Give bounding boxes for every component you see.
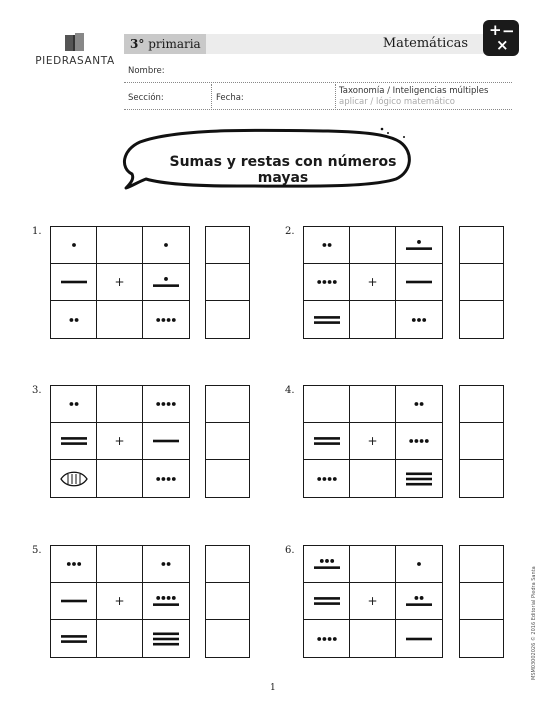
grid-cell <box>97 227 143 264</box>
grid-cell <box>304 227 350 264</box>
exercise-number: 2. <box>285 226 295 237</box>
grid-cell <box>396 620 442 657</box>
maya-operation-grid <box>303 226 443 339</box>
maya-numeral-10 <box>310 428 344 454</box>
maya-numeral-1 <box>57 232 91 258</box>
exercise-number: 4. <box>285 385 295 396</box>
answer-slot[interactable] <box>206 620 249 657</box>
answer-slot[interactable] <box>206 546 249 583</box>
answer-slot[interactable] <box>206 386 249 423</box>
maya-numeral-15 <box>402 466 436 492</box>
maya-numeral-2 <box>402 391 436 417</box>
grid-cell <box>97 301 143 338</box>
grid-cell <box>143 264 189 301</box>
maya-numeral-2 <box>149 551 183 577</box>
answer-slot[interactable] <box>460 620 503 657</box>
maya-numeral-10 <box>57 428 91 454</box>
subject-title: Matemáticas <box>206 34 488 54</box>
divider <box>124 82 512 83</box>
grid-cell <box>304 583 350 620</box>
maya-numeral-8 <box>310 551 344 577</box>
grid-cell <box>304 423 350 460</box>
grid-cell <box>396 583 442 620</box>
answer-slot[interactable] <box>460 423 503 460</box>
grid-cell <box>97 386 143 423</box>
grid-cell <box>396 227 442 264</box>
grid-cell <box>51 460 97 497</box>
grid-cell <box>51 227 97 264</box>
section-field-label: Sección: <box>128 93 164 103</box>
maya-numeral-2 <box>310 232 344 258</box>
plus-operator: + <box>114 275 125 289</box>
maya-numeral-15 <box>149 626 183 652</box>
grid-cell <box>51 264 97 301</box>
maya-numeral-10 <box>310 307 344 333</box>
grade-label <box>124 34 206 54</box>
answer-slot[interactable] <box>206 583 249 620</box>
maya-numeral-10 <box>310 588 344 614</box>
maya-numeral-4 <box>402 428 436 454</box>
grid-cell <box>97 423 143 460</box>
grid-cell <box>304 546 350 583</box>
divider <box>124 109 512 110</box>
maya-operation-grid <box>50 385 190 498</box>
grid-cell <box>396 301 442 338</box>
maya-zero-shell-icon <box>57 466 91 492</box>
answer-box[interactable] <box>205 545 250 658</box>
grid-cell <box>350 620 396 657</box>
publisher-logo-text: PIEDRASANTA <box>35 55 115 67</box>
exercise-number: 3. <box>32 385 42 396</box>
maya-numeral-4 <box>149 391 183 417</box>
grid-cell <box>143 301 189 338</box>
grid-cell <box>51 546 97 583</box>
maya-numeral-4 <box>310 269 344 295</box>
grid-cell <box>350 301 396 338</box>
date-field-label: Fecha: <box>216 93 244 103</box>
answer-box[interactable] <box>459 545 504 658</box>
answer-box[interactable] <box>459 385 504 498</box>
answer-box[interactable] <box>205 385 250 498</box>
grid-cell <box>51 386 97 423</box>
plus-operator: + <box>114 594 125 608</box>
math-operations-icon: + − × <box>483 20 519 56</box>
maya-numeral-3 <box>402 307 436 333</box>
grid-cell <box>143 460 189 497</box>
divider <box>335 84 336 110</box>
answer-slot[interactable] <box>206 264 249 301</box>
maya-operation-grid <box>303 385 443 498</box>
plus-operator: + <box>367 594 378 608</box>
answer-slot[interactable] <box>460 301 503 338</box>
answer-slot[interactable] <box>460 460 503 497</box>
grid-cell <box>396 460 442 497</box>
plus-operator: + <box>367 434 378 448</box>
maya-numeral-4 <box>310 626 344 652</box>
grid-cell <box>304 386 350 423</box>
grid-cell <box>396 546 442 583</box>
maya-numeral-2 <box>57 307 91 333</box>
grid-cell <box>304 301 350 338</box>
grid-cell <box>51 583 97 620</box>
maya-operation-grid <box>50 545 190 658</box>
maya-numeral-5 <box>402 269 436 295</box>
grid-cell <box>396 386 442 423</box>
maya-numeral-3 <box>57 551 91 577</box>
grid-cell <box>350 264 396 301</box>
grid-cell <box>304 264 350 301</box>
grade-number: 3° <box>130 37 145 51</box>
exercise-number: 6. <box>285 545 295 556</box>
grid-cell <box>350 583 396 620</box>
answer-box[interactable] <box>205 226 250 339</box>
maya-numeral-5 <box>57 269 91 295</box>
answer-slot[interactable] <box>460 227 503 264</box>
divider <box>211 84 212 110</box>
exercise-number: 5. <box>32 545 42 556</box>
grid-cell <box>143 227 189 264</box>
grid-cell <box>51 423 97 460</box>
page-number: 1 <box>270 683 276 693</box>
answer-slot[interactable] <box>206 227 249 264</box>
maya-operation-grid <box>50 226 190 339</box>
grid-cell <box>396 423 442 460</box>
copyright-note: MSM03002026 © 2016 Editorial Piedra Santa <box>531 566 537 680</box>
grid-cell <box>143 546 189 583</box>
grid-cell <box>97 546 143 583</box>
maya-numeral-2 <box>57 391 91 417</box>
grid-cell <box>143 620 189 657</box>
grid-cell <box>350 460 396 497</box>
maya-numeral-1 <box>402 551 436 577</box>
answer-slot[interactable] <box>460 546 503 583</box>
maya-numeral-5 <box>57 588 91 614</box>
taxonomy-sub-label: aplicar / lógico matemático <box>339 97 455 107</box>
maya-numeral-4 <box>149 466 183 492</box>
answer-slot[interactable] <box>460 264 503 301</box>
logo-book-icon <box>64 33 86 53</box>
grid-cell <box>350 546 396 583</box>
answer-slot[interactable] <box>206 301 249 338</box>
answer-slot[interactable] <box>460 583 503 620</box>
grid-cell <box>97 620 143 657</box>
grid-cell <box>350 386 396 423</box>
plus-operator: + <box>114 434 125 448</box>
answer-slot[interactable] <box>206 460 249 497</box>
maya-numeral-1 <box>149 232 183 258</box>
grid-cell <box>97 264 143 301</box>
grid-cell <box>97 583 143 620</box>
grid-cell <box>143 423 189 460</box>
grid-cell <box>350 423 396 460</box>
maya-numeral-6 <box>402 232 436 258</box>
answer-slot[interactable] <box>206 423 249 460</box>
maya-numeral-5 <box>149 428 183 454</box>
plus-operator: + <box>367 275 378 289</box>
maya-numeral-10 <box>57 626 91 652</box>
maya-operation-grid <box>303 545 443 658</box>
maya-numeral-7 <box>402 588 436 614</box>
name-field-label: Nombre: <box>128 66 165 76</box>
exercise-number: 1. <box>32 226 42 237</box>
answer-slot[interactable] <box>460 386 503 423</box>
taxonomy-label: Taxonomía / Inteligencias múltiples <box>339 86 489 96</box>
answer-box[interactable] <box>459 226 504 339</box>
maya-numeral-4 <box>149 307 183 333</box>
grid-cell <box>304 620 350 657</box>
grid-cell <box>304 460 350 497</box>
grid-cell <box>350 227 396 264</box>
grid-cell <box>396 264 442 301</box>
maya-numeral-9 <box>149 588 183 614</box>
grid-cell <box>51 620 97 657</box>
grid-cell <box>97 460 143 497</box>
grid-cell <box>143 386 189 423</box>
maya-numeral-6 <box>149 269 183 295</box>
worksheet-title: Sumas y restas con números mayas <box>169 154 397 186</box>
grid-cell <box>143 583 189 620</box>
grade-text: primaria <box>148 37 201 51</box>
maya-numeral-4 <box>310 466 344 492</box>
maya-numeral-5 <box>402 626 436 652</box>
grid-cell <box>51 301 97 338</box>
